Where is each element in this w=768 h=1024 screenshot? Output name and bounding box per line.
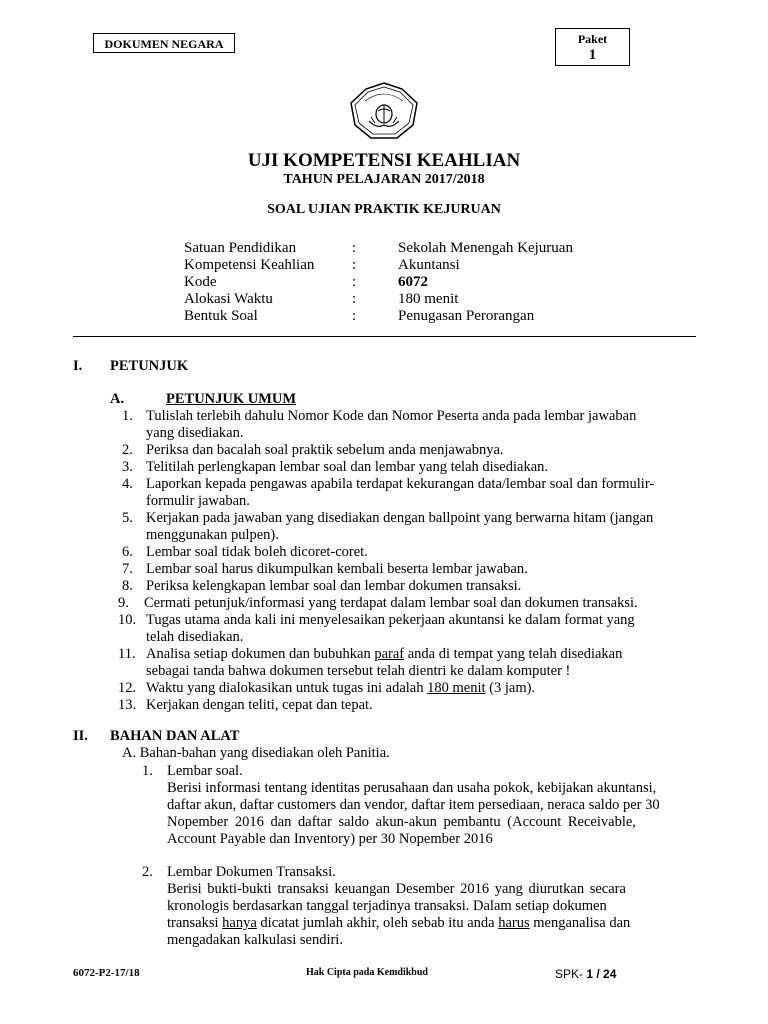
info-label: Bentuk Soal: [184, 308, 258, 324]
paragraph-text: dicatat jumlah akhir, oleh sebab itu anda: [260, 915, 495, 931]
list-item: [146, 646, 622, 663]
paragraph-line: Berisi informasi tentang identitas perusahaan dan usaha pokok, kebijakan akuntansi,: [167, 780, 657, 796]
list-number: 2.: [122, 442, 133, 458]
list-item-title: Lembar soal.: [167, 763, 243, 779]
list-item-continued: telah disediakan.: [146, 629, 244, 645]
tut-wuri-handayani-emblem-icon: [347, 81, 421, 141]
subsection-title: PETUNJUK UMUM: [166, 391, 297, 407]
subsection-heading: A. Bahan-bahan yang disediakan oleh Panitia.: [122, 745, 390, 761]
info-value: Penugasan Perorangan: [398, 308, 535, 324]
list-number: 6.: [122, 544, 133, 560]
list-number: 10.: [118, 612, 137, 628]
info-separator: :: [352, 257, 357, 273]
underlined-word: harus: [498, 915, 530, 931]
paragraph-text: transaksi: [167, 915, 219, 931]
exam-subtitle: SOAL UJIAN PRAKTIK KEJURUAN: [267, 202, 501, 217]
list-item-title: Lembar Dokumen Transaksi.: [167, 864, 336, 880]
list-item: Lembar soal tidak boleh dicoret-coret.: [146, 544, 368, 560]
underlined-word: paraf: [374, 646, 405, 662]
underlined-word: hanya: [222, 915, 257, 931]
list-item-continued: formulir jawaban.: [146, 493, 250, 509]
document-classification-label: DOKUMEN NEGARA: [93, 33, 235, 53]
header-divider: [73, 336, 696, 337]
list-item-continued: yang disediakan.: [146, 425, 244, 441]
section-title: PETUNJUK: [110, 358, 189, 374]
info-value: Akuntansi: [398, 257, 460, 273]
list-number: 12.: [118, 680, 137, 696]
info-separator: :: [352, 274, 357, 290]
list-item: Tugas utama anda kali ini menyelesaikan pekerjaan akuntansi ke dalam format yang: [146, 612, 635, 628]
paragraph-line: mengadakan kalkulasi sendiri.: [167, 932, 343, 948]
info-value: 180 menit: [398, 291, 459, 307]
list-item: Lembar soal harus dikumpulkan kembali beserta lembar jawaban.: [146, 561, 528, 577]
paragraph-line: daftar akun, daftar customers dan vendor, daftar item persediaan, neraca saldo per 30: [167, 797, 660, 813]
underlined-word: 180 menit: [427, 680, 486, 696]
list-number: 5.: [122, 510, 133, 526]
footer-page-number: 1 / 24: [586, 967, 617, 981]
info-label: Kompetensi Keahlian: [184, 257, 315, 273]
list-item-text: (3 jam).: [489, 680, 536, 696]
section-number: II.: [73, 728, 88, 744]
paragraph-text: menganalisa dan: [533, 915, 631, 931]
footer-code: 6072-P2-17/18: [73, 967, 140, 979]
list-number: 4.: [122, 476, 133, 492]
list-item-text: anda di tempat yang telah disediakan: [407, 646, 623, 662]
list-item: Periksa dan bacalah soal praktik sebelum anda menjawabnya.: [146, 442, 504, 458]
paket-label: Paket: [577, 32, 608, 46]
info-value: 6072: [398, 274, 428, 290]
footer-page: [555, 967, 616, 981]
info-label: Kode: [184, 274, 217, 290]
footer-copyright: Hak Cipta pada Kemdikbud: [306, 967, 428, 978]
list-item: Tulislah terlebih dahulu Nomor Kode dan Nomor Peserta anda pada lembar jawaban: [146, 408, 637, 424]
list-number: 3.: [122, 459, 133, 475]
info-label: Alokasi Waktu: [184, 291, 273, 307]
list-item: Cermati petunjuk/informasi yang terdapat dalam lembar soal dan dokumen transaksi.: [144, 595, 638, 611]
list-item-continued: menggunakan pulpen).: [146, 527, 279, 543]
info-label: Satuan Pendidikan: [184, 240, 297, 256]
paragraph-line: kronologis berdasarkan tanggal terjadinya transaksi. Dalam setiap dokumen: [167, 898, 607, 914]
list-number: 9.: [118, 595, 129, 611]
list-item-text: Waktu yang dialokasikan untuk tugas ini adalah: [146, 680, 424, 696]
list-item: Kerjakan dengan teliti, cepat dan tepat.: [146, 697, 373, 713]
academic-year: TAHUN PELAJARAN 2017/2018: [283, 172, 485, 187]
paket-box: [555, 28, 630, 66]
list-number: 13.: [118, 697, 137, 713]
list-number: 8.: [122, 578, 133, 594]
page-title: UJI KOMPETENSI KEAHLIAN: [247, 150, 521, 171]
paragraph-line: Account Payable dan Inventory) per 30 Nopember 2016: [167, 831, 493, 847]
info-separator: :: [352, 291, 357, 307]
list-item: Kerjakan pada jawaban yang disediakan dengan ballpoint yang berwarna hitam (jangan: [146, 510, 654, 526]
list-item: Telitilah perlengkapan lembar soal dan lembar yang telah disediakan.: [146, 459, 549, 475]
info-separator: :: [352, 308, 357, 324]
footer-page-prefix: SPK-: [555, 967, 584, 981]
list-number: 11.: [118, 646, 136, 662]
info-separator: :: [352, 240, 357, 256]
paragraph-line: Nopember 2016 dan daftar saldo akun-akun pembantu (Account Receivable,: [167, 814, 636, 830]
list-item: Periksa kelengkapan lembar soal dan lembar dokumen transaksi.: [146, 578, 522, 594]
info-value: Sekolah Menengah Kejuruan: [398, 240, 573, 256]
list-number: 1.: [142, 763, 153, 779]
list-number: 1.: [122, 408, 133, 424]
section-number: I.: [73, 358, 83, 374]
paragraph-line: [167, 915, 630, 932]
subsection-number: A.: [110, 391, 125, 407]
list-item: Laporkan kepada pengawas apabila terdapat kekurangan data/lembar soal dan formulir-: [146, 476, 655, 492]
list-item-continued: sebagai tanda bahwa dokumen tersebut telah dientri ke dalam komputer !: [146, 663, 571, 679]
list-number: 7.: [122, 561, 133, 577]
list-item: [146, 680, 535, 697]
paket-number: 1: [588, 47, 597, 63]
section-title: BAHAN DAN ALAT: [110, 728, 240, 744]
list-item-text: Analisa setiap dokumen dan bubuhkan: [146, 646, 371, 662]
list-number: 2.: [142, 864, 153, 880]
paragraph-line: Berisi bukti-bukti transaksi keuangan Desember 2016 yang diurutkan secara: [167, 881, 626, 897]
